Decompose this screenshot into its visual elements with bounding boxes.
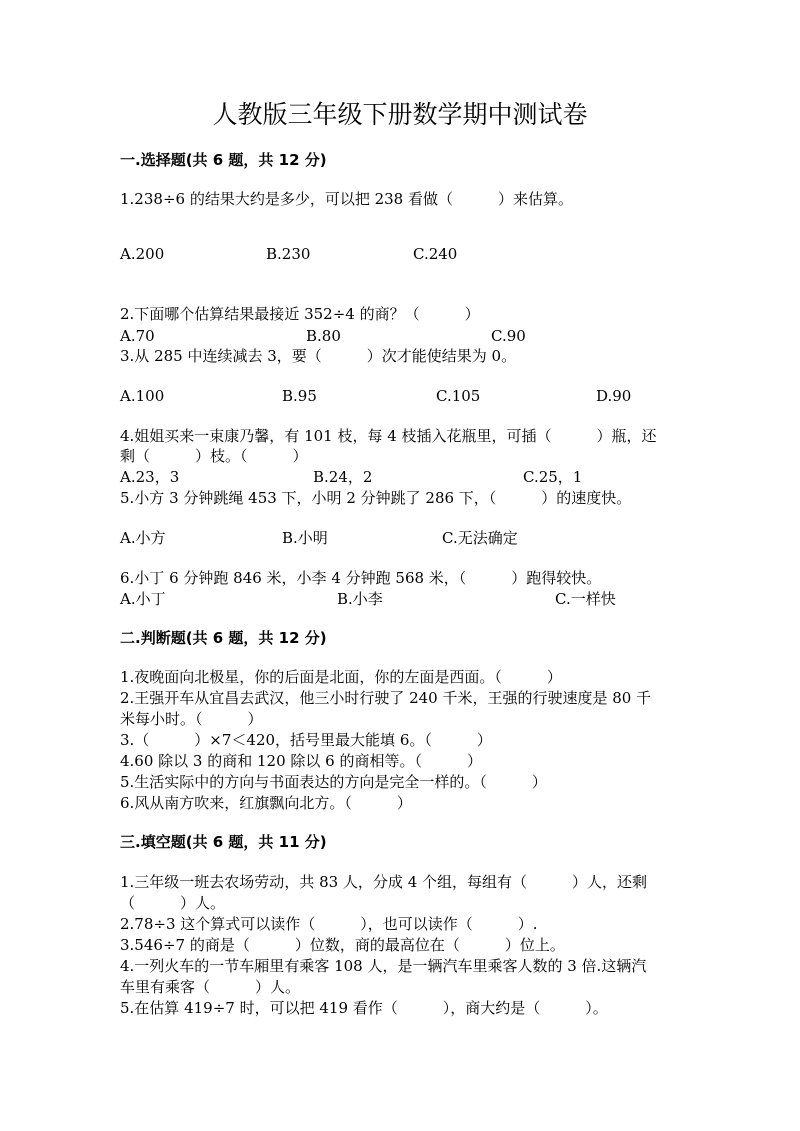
fill-q2: 2.78÷3 这个算式可以读作（ ），也可以读作（ ）. [120,915,538,933]
judgment-q6: 6.风从南方吹来，红旗飘向北方。（ ） [120,794,412,812]
judgment-q1: 1.夜晚面向北极星，你的后面是北面，你的左面是西面。（ ） [120,668,562,686]
choice-q3-stem: 3.从 285 中连续减去 3，要（ ）次才能使结果为 0。 [120,347,517,365]
choice-q2-option-c: C.90 [491,327,526,345]
choice-q4-stem-line1: 4.姐姐买来一束康乃馨，有 101 枝，每 4 枝插入花瓶里，可插（ ）瓶，还 [120,427,657,445]
choice-q4-option-c: C.25，1 [523,468,583,486]
choice-q5-option-a: A.小方 [120,529,166,547]
choice-q1-stem: 1.238÷6 的结果大约是多少，可以把 238 看做（ ）来估算。 [120,190,573,208]
section-heading-choice: 一.选择题(共 6 题，共 12 分) [120,151,327,169]
section-heading-fill: 三.填空题(共 6 题，共 11 分) [120,833,327,851]
choice-q3-option-d: D.90 [596,387,632,405]
choice-q2-option-a: A.70 [120,327,155,345]
section-heading-judgment: 二.判断题(共 6 题，共 12 分) [120,629,327,647]
choice-q1-option-c: C.240 [413,245,458,263]
choice-q1-option-a: A.200 [120,245,165,263]
fill-q1-line2: （ ）人。 [120,894,226,912]
choice-q6-stem: 6.小丁 6 分钟跑 846 米，小李 4 分钟跑 568 米，（ ）跑得较快。 [120,569,602,587]
judgment-q4: 4.60 除以 3 的商和 120 除以 6 的商相等。（ ） [120,752,482,770]
choice-q4-option-b: B.24，2 [313,468,373,486]
judgment-q5: 5.生活实际中的方向与书面表达的方向是完全一样的。（ ） [120,773,547,791]
choice-q6-option-c: C.一样快 [555,590,616,608]
fill-q1-line1: 1.三年级一班去农场劳动，共 83 人，分成 4 个组，每组有（ ）人，还剩 [120,873,648,891]
judgment-q3: 3.（ ）×7＜420，括号里最大能填 6。（ ） [120,731,492,749]
choice-q3-option-c: C.105 [436,387,481,405]
choice-q3-option-b: B.95 [282,387,317,405]
judgment-q2-line1: 2.王强开车从宜昌去武汉，他三小时行驶了 240 千米，王强的行驶速度是 80 千 [120,689,652,707]
choice-q2-option-b: B.80 [306,327,341,345]
fill-q4-line2: 车里有乘客（ ）人。 [120,978,301,996]
choice-q6-option-a: A.小丁 [120,590,166,608]
judgment-q2-line2: 米每小时。（ ） [120,710,263,728]
choice-q5-stem: 5.小方 3 分钟跳绳 453 下，小明 2 分钟跳了 286 下，（ ）的速度快。 [120,489,632,507]
choice-q3-option-a: A.100 [120,387,165,405]
fill-q5: 5.在估算 419÷7 时，可以把 419 看作（ ），商大约是（ ）。 [120,999,608,1017]
choice-q4-stem-line2: 剩（ ）枝。（ ） [120,447,308,465]
choice-q2-stem: 2.下面哪个估算结果最接近 352÷4 的商？（ ） [120,305,480,323]
page-title: 人教版三年级下册数学期中测试卷 [212,100,588,129]
choice-q4-option-a: A.23，3 [120,468,180,486]
fill-q3: 3.546÷7 的商是（ ）位数，商的最高位在（ ）位上。 [120,936,565,954]
fill-q4-line1: 4.一列火车的一节车厢里有乘客 108 人，是一辆汽车里乘客人数的 3 倍.这辆汽 [120,957,647,975]
choice-q5-option-c: C.无法确定 [442,529,518,547]
choice-q6-option-b: B.小李 [337,590,383,608]
choice-q5-option-b: B.小明 [282,529,328,547]
choice-q1-option-b: B.230 [266,245,311,263]
